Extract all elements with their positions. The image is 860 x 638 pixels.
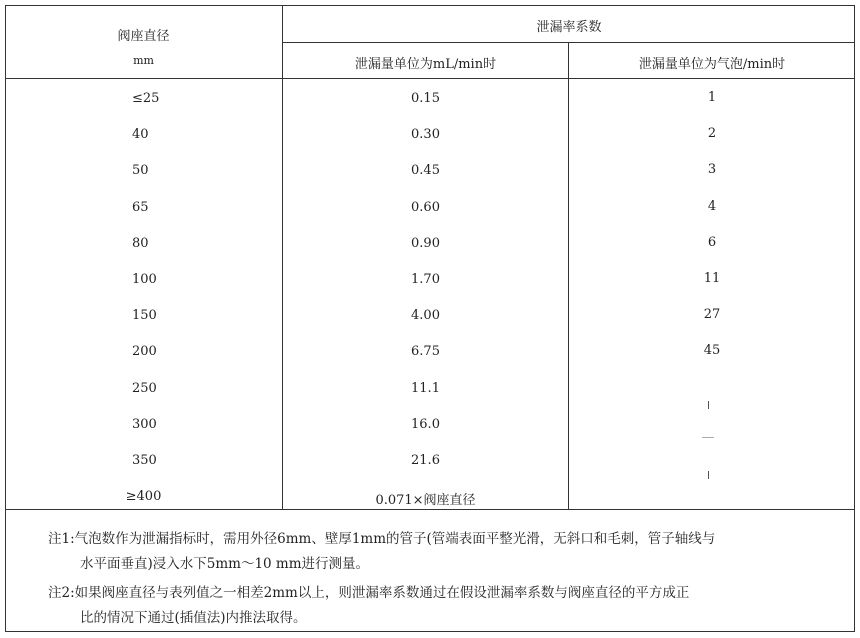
continuation-mark bbox=[702, 437, 714, 438]
row-bubble-value: 4 bbox=[707, 198, 717, 214]
row-bubble-value: 11 bbox=[703, 271, 721, 286]
row-bubble-value: 3 bbox=[707, 162, 717, 178]
row-ml-value: 6.75 bbox=[411, 344, 440, 360]
row-diameter: 40 bbox=[132, 127, 149, 143]
row-diameter: 350 bbox=[132, 453, 157, 468]
row-ml-value: 0.071×阀座直径 bbox=[375, 493, 476, 509]
continuation-mark bbox=[708, 471, 709, 479]
row-diameter: 100 bbox=[132, 272, 157, 287]
note-1-line-1: 注1:气泡数作为泄漏指标时，需用外径6mm、壁厚1mm的管子(管端表面平整光滑，无斜口和毛刺，管子轴线与 bbox=[48, 531, 716, 547]
row-diameter: 150 bbox=[132, 308, 157, 324]
note-2-line-1: 注2:如果阀座直径与表列值之一相差2mm以上，则泄漏率系数通过在假设泄漏率系数与阀座直径的平方成正 bbox=[48, 585, 690, 601]
note-2-line-2: 比的情况下通过(插值法)内推法取得。 bbox=[80, 610, 307, 626]
row-diameter: ≥400 bbox=[125, 489, 162, 505]
header-bottom-line bbox=[5, 78, 855, 79]
continuation-mark bbox=[708, 401, 709, 409]
row-ml-value: 16.0 bbox=[411, 416, 440, 432]
row-diameter: 200 bbox=[132, 344, 157, 360]
note-1-line-2: 水平面垂直)浸入水下5mm～10 mm进行测量。 bbox=[80, 556, 370, 572]
row-bubble-value: 6 bbox=[707, 234, 717, 250]
header-valve-seat-diameter: 阀座直径 bbox=[117, 29, 170, 44]
row-ml-value: 0.15 bbox=[411, 91, 440, 106]
col-divider-1 bbox=[282, 5, 283, 509]
header-unit: mm bbox=[133, 54, 154, 67]
header-leak-rate-coefficient: 泄漏率系数 bbox=[536, 20, 602, 35]
row-ml-value: 0.90 bbox=[411, 235, 440, 251]
row-diameter: 50 bbox=[132, 163, 149, 179]
row-ml-value: 1.70 bbox=[411, 272, 440, 287]
row-ml-value: 0.60 bbox=[411, 199, 440, 215]
row-ml-value: 0.45 bbox=[411, 163, 440, 179]
row-bubble-value: 27 bbox=[703, 307, 721, 323]
row-ml-value: 0.30 bbox=[411, 127, 440, 143]
row-bubble-value: 45 bbox=[703, 343, 721, 359]
row-diameter: 250 bbox=[132, 380, 157, 396]
row-ml-value: 11.1 bbox=[411, 380, 440, 396]
row-diameter: 80 bbox=[132, 235, 149, 251]
row-ml-value: 4.00 bbox=[411, 308, 440, 324]
row-bubble-value: 2 bbox=[707, 126, 717, 142]
row-diameter: ≤25 bbox=[132, 91, 160, 106]
header-bubbles-per-min: 泄漏量单位为气泡/min时 bbox=[638, 57, 786, 72]
row-ml-value: 21.6 bbox=[411, 453, 440, 468]
header-ml-per-min: 泄漏量单位为mL/min时 bbox=[354, 57, 497, 72]
row-diameter: 65 bbox=[132, 199, 149, 215]
notes-divider bbox=[5, 509, 855, 510]
row-diameter: 300 bbox=[132, 416, 157, 432]
row-bubble-value: 1 bbox=[707, 90, 717, 105]
